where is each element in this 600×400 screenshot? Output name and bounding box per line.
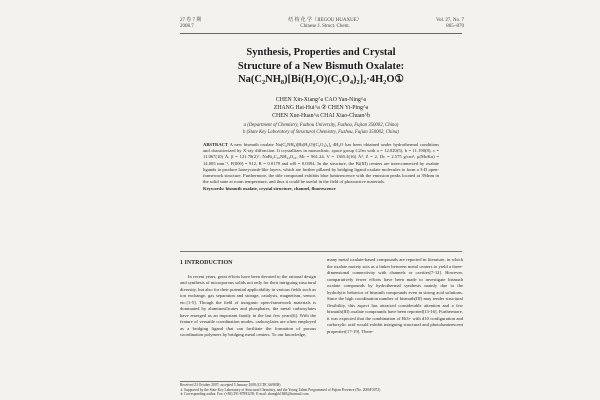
journal-name <box>255 18 395 30</box>
affiliation-line: a (Department of Chemistry, Fuzhou University, Fuzhou, Fujian 350002, China) <box>243 123 399 128</box>
header-right-line: 865~870 <box>446 24 464 29</box>
affiliation-line: b (State Key Laboratory of Structural Chemistry, Fuzhou, Fujian 350002, China) <box>242 129 400 135</box>
paper-title <box>180 46 462 87</box>
footnotes <box>180 383 462 397</box>
author-line: ZHANG Hai-Hui^a ② CHEN Yi-Ping^a <box>273 105 369 111</box>
abstract <box>203 142 439 192</box>
body-paragraph: many metal oxalate-based compounds are reported in literature, in which the oxalate moiety acts as a linker between metal centers to yield a three-dimensional connectivity with channels or cavities[7-12]. However, comparatively fewer efforts have been made to investigate bismuth oxalate compounds by hydrothermal synthesis mainly due to the hydrolytic behavior of bismuth compounds even in strong acid solutions. Since the high coordination number of bismuth(III) may render structural flexibility, this aspect has attracted considerable attention and a few bismuth(III) oxalate compounds have been reported[13-16]. Furthermore, it was expected that the combination of Bi3+ with d10 configuration and carboxylic acid would exhibit intriguing structural and photoluminescent properties[17-19]. There- <box>327 257 463 335</box>
affiliations <box>180 123 462 136</box>
footnote-divider <box>180 381 250 382</box>
keywords: Keywords: bismuth oxalate, crystal structure, channel, fluorescence <box>203 185 336 191</box>
abstract-label: ABSTRACT <box>203 142 229 147</box>
author-line: CHEN Xin-Xiang^a CAO Yan-Ning^a <box>275 97 367 103</box>
header-left-line: 27 卷 7 期 <box>180 18 202 23</box>
journal-volume-en <box>404 18 464 30</box>
title-line: Na(C₂NH₈)[Bi(H₂O)(C₂O₄)₂]₂·4H₂O① <box>238 74 404 85</box>
footnote-line: ① Supported by the State Key Laboratory of Structural Chemistry, and the Young Talent Programmed of Fujian Province (No. 2006F3072) <box>180 387 381 392</box>
header-center-line: 结 构 化 学（JIEGOU HUAXUE） <box>288 18 362 23</box>
section-heading: 1 INTRODUCTION <box>180 260 233 266</box>
header-right-line: Vol. 27, No. 7 <box>436 18 464 23</box>
header-left-line: 2008.7 <box>180 24 194 29</box>
body-column-left <box>180 257 316 339</box>
body-column-right <box>327 257 463 336</box>
author-list <box>180 96 462 120</box>
journal-volume-cn <box>180 18 240 30</box>
footnote-line: Received 23 October 2007; accepted 3 January 2008 (CCDC 669838) <box>180 383 281 387</box>
title-line: Synthesis, Properties and Crystal <box>246 47 396 58</box>
header-divider <box>180 33 462 34</box>
abstract-text: A new bismuth oxalate Na(C₂NH₈)[Bi(H₂O)(C₂O₄)₂]₂·4H₂O has been obtained under hydrothermal conditions and characterized by X-ray diffraction. It crystallizes in monoclinic, space group C2/m with a = 12.020(5), b = 11.190(8), c = 11.067(10) Å, β = 121.78(2)°, NaBi₂C₁₀NH₂₄O₂₂, Mr = 961.24, V = 1365.4(16) Å³, Z = 2, Dc = 2.575 g/cm³, μ(MoKα) = 14.005 mm⁻¹, F(000) = 912, R = 0.0179 and wR = 0.0394. In the structure, the Bi(III) centers are interconnected by oxalate ligands to produce honeycomb-like layers, which are further pillared by bridging ligand oxalate molecules to form a 3-D open-framework structure. Furthermore, the title compound exhibits blue luminescence with the emission peaks located at 394nm in the solid state at room temperature, and thus it could be useful in the field of photoactive materials. <box>203 142 439 185</box>
body-paragraph: In recent years, great efforts have been devoted to the rational design and synthesis of microporous solids not only for their intriguing structural diversity, but also for their potential applicability in various fields such as ion exchange, gas separation and storage, catalysis, magnetism, sensor, etc.[1-5]. Though the field of inorganic open-framework materials is dominated by aluminosilicates and phosphates, the metal carboxylates have emerged as an important family in the last few years[6]. With the feature of versatile coordination modes, carboxylates are often employed as a bridging ligand that can facilitate the formation of porous coordination polymers by bridging metal centers. To our knowledge, <box>180 273 317 338</box>
title-line: Structure of a New Bismuth Oxalate: <box>237 60 405 72</box>
abstract-divider <box>180 251 462 252</box>
footnote-line: ② Corresponding author. Fax: (+86) 591-87893239, E-mail: zhanghh1840@hotmail.com <box>180 392 309 397</box>
author-line: CHEN Xue-Huan^a CHAI Xiao-Chuan^b <box>272 113 370 119</box>
header-center-line: Chinese J. Struct. Chem. <box>300 24 350 29</box>
